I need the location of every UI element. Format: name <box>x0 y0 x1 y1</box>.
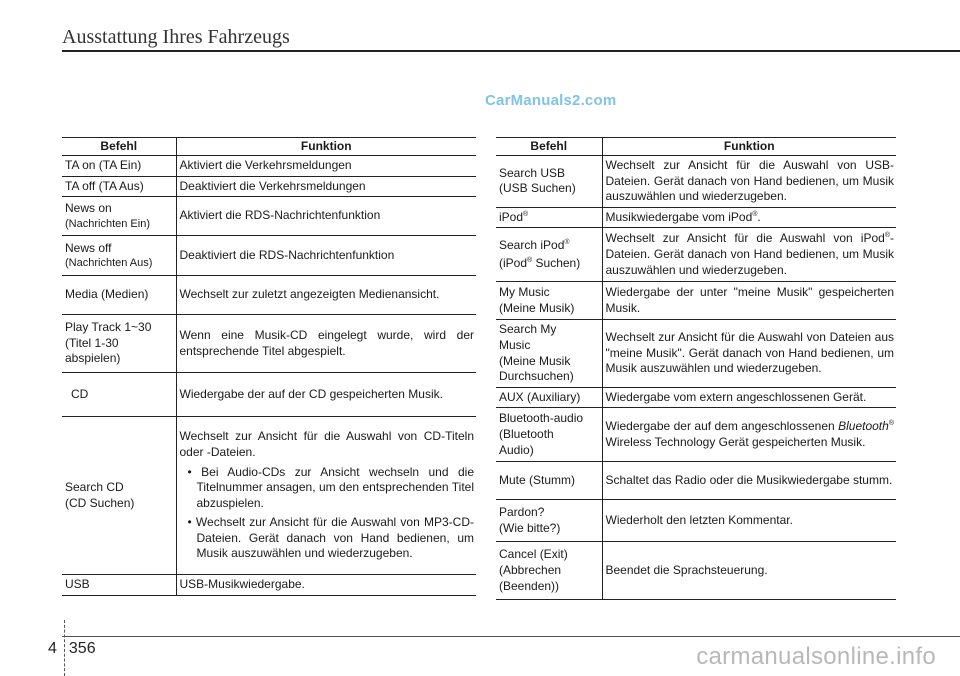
header-rule <box>62 50 960 52</box>
table-row <box>62 315 476 373</box>
table-row <box>62 197 476 236</box>
cell-befehl: Search My Music (Meine Musik Durchsuchen) <box>496 320 602 387</box>
cell-funktion: Wiedergabe vom extern angeschlossenen Gerät. <box>602 387 896 408</box>
cell-funktion: Wiedergabe der auf der CD gespeicherten Musik. <box>176 373 476 417</box>
cell-befehl: Mute (Stumm) <box>496 462 602 500</box>
befehl-text: Search iPod <box>499 237 565 252</box>
cell-befehl: Bluetooth-audio (Bluetooth Audio) <box>496 408 602 462</box>
table-header-row <box>496 138 896 156</box>
page-number-value: 356 <box>68 640 96 657</box>
watermark-carmanualsonline: carmanualsonline.info <box>696 643 936 670</box>
footer-rule <box>62 636 960 637</box>
bullet-item: • Wechselt zur Ansicht für die Auswahl von MP3-CD-Dateien. Gerät danach von Hand bedienen, um Musik auszuwählen und wiederzugeben. <box>187 515 474 561</box>
table-row <box>62 176 476 197</box>
cell-funktion-intro: Wechselt zur Ansicht für die Auswahl von CD-Titeln oder -Dateien. <box>179 429 474 459</box>
cell-befehl <box>496 207 602 228</box>
bullet-item: • Bei Audio-CDs zur Ansicht wechseln und die Titelnummer ansagen, um den entsprechenden Titel abzuspielen. <box>187 464 474 510</box>
cell-befehl: Cancel (Exit) (Abbrechen (Beenden)) <box>496 542 602 600</box>
table-row <box>62 236 476 276</box>
cell-befehl: CD <box>62 373 176 417</box>
cell-befehl-main: News off <box>65 240 112 255</box>
registered-mark: ® <box>752 210 758 218</box>
befehl-text: (iPod <box>499 256 528 271</box>
cell-funktion: Deaktiviert die RDS-Nachrichtenfunktion <box>176 236 476 276</box>
cell-befehl: AUX (Auxiliary) <box>496 387 602 408</box>
cell-funktion: Wenn eine Musik-CD eingelegt wurde, wird der entsprechende Titel abgespielt. <box>176 315 476 373</box>
table-header-row <box>62 138 476 156</box>
table-row <box>496 320 896 387</box>
cell-befehl-main: News on <box>65 201 112 216</box>
registered-mark: ® <box>564 238 570 246</box>
bluetooth-brand: Bluetooth <box>838 419 889 434</box>
right-command-table <box>496 137 896 600</box>
registered-mark: ® <box>884 232 890 240</box>
cell-funktion: Aktiviert die Verkehrsmeldungen <box>176 156 476 177</box>
cell-befehl: Play Track 1~30 (Titel 1-30 abspielen) <box>62 315 176 373</box>
befehl-line <box>499 256 599 272</box>
cell-befehl: USB <box>62 575 176 596</box>
table-row <box>62 373 476 417</box>
chapter-number: 4 <box>48 640 57 657</box>
table-row <box>62 417 476 575</box>
cell-funktion: Wiederholt den letzten Kommentar. <box>602 500 896 542</box>
befehl-line <box>499 238 599 254</box>
cell-befehl: Search CD (CD Suchen) <box>62 417 176 575</box>
cell-funktion: Wechselt zur Ansicht für die Auswahl von Dateien aus "meine Musik". Gerät danach von Hand bedienen, um Musik auszuwählen und wiederzugeben. <box>602 320 896 387</box>
registered-mark: ® <box>527 257 533 265</box>
funktion-tail: -Dateien. Gerät danach von Hand bedienen, um Musik auszuwählen und wiederzugeben. <box>605 231 894 277</box>
table-row <box>496 156 896 208</box>
cell-funktion: Deaktiviert die Verkehrsmeldungen <box>176 176 476 197</box>
table-row <box>496 228 896 282</box>
table-row <box>62 156 476 177</box>
cell-funktion: Wiedergabe der unter "meine Musik" gespeicherten Musik. <box>602 282 896 320</box>
cell-befehl: Media (Medien) <box>62 276 176 315</box>
cell-befehl: My Music (Meine Musik) <box>496 282 602 320</box>
watermark-carmanuals2: CarManuals2.com <box>485 92 617 109</box>
cell-befehl <box>496 228 602 282</box>
table-row <box>496 542 896 600</box>
cell-funktion: Wechselt zur Ansicht für die Auswahl von USB-Dateien. Gerät danach von Hand bedienen, um Musik auszuwählen und wiederzugeben. <box>602 156 896 208</box>
befehl-text: Suchen) <box>532 256 581 271</box>
cell-befehl <box>62 197 176 236</box>
table-row <box>62 276 476 315</box>
cell-befehl: TA on (TA Ein) <box>62 156 176 177</box>
registered-mark: ® <box>523 210 529 218</box>
cell-funktion <box>602 408 896 462</box>
registered-mark: ® <box>888 420 894 428</box>
cell-funktion: Schaltet das Radio oder die Musikwiedergabe stumm. <box>602 462 896 500</box>
table-row <box>496 462 896 500</box>
cell-funktion <box>602 207 896 228</box>
table-row <box>496 207 896 228</box>
funktion-text: Wechselt zur Ansicht für die Auswahl von iPod <box>605 231 885 246</box>
cell-befehl: Search USB (USB Suchen) <box>496 156 602 208</box>
table-row <box>62 575 476 596</box>
cell-befehl: TA off (TA Aus) <box>62 176 176 197</box>
cell-befehl <box>62 236 176 276</box>
funktion-tail: . <box>757 209 761 224</box>
column-header-befehl: Befehl <box>62 138 176 156</box>
column-header-funktion: Funktion <box>602 138 896 156</box>
table-row <box>496 282 896 320</box>
cell-funktion: USB-Musikwiedergabe. <box>176 575 476 596</box>
page-number <box>48 640 96 658</box>
cell-befehl: Pardon? (Wie bitte?) <box>496 500 602 542</box>
cell-befehl-sub: (Nachrichten Aus) <box>65 257 153 270</box>
table-row <box>496 500 896 542</box>
cell-funktion: Beendet die Sprachsteuerung. <box>602 542 896 600</box>
cell-funktion: Wechselt zur zuletzt angezeigten Medienansicht. <box>176 276 476 315</box>
left-command-table <box>62 137 476 596</box>
column-header-befehl: Befehl <box>496 138 602 156</box>
cell-funktion <box>602 228 896 282</box>
funktion-text: Musikwiedergabe vom iPod <box>605 209 753 224</box>
befehl-text: iPod <box>499 209 524 224</box>
funktion-tail: Wireless Technology Gerät gespeicherten Musik. <box>605 434 866 449</box>
table-row <box>496 387 896 408</box>
cell-funktion <box>176 417 476 575</box>
cell-funktion: Aktiviert die RDS-Nachrichtenfunktion <box>176 197 476 236</box>
table-row <box>496 408 896 462</box>
column-header-funktion: Funktion <box>176 138 476 156</box>
page-header-title: Ausstattung Ihres Fahrzeugs <box>62 26 290 48</box>
cell-befehl-sub: (Nachrichten Ein) <box>65 217 150 230</box>
funktion-text: Wiedergabe der auf dem angeschlossenen <box>605 419 835 434</box>
